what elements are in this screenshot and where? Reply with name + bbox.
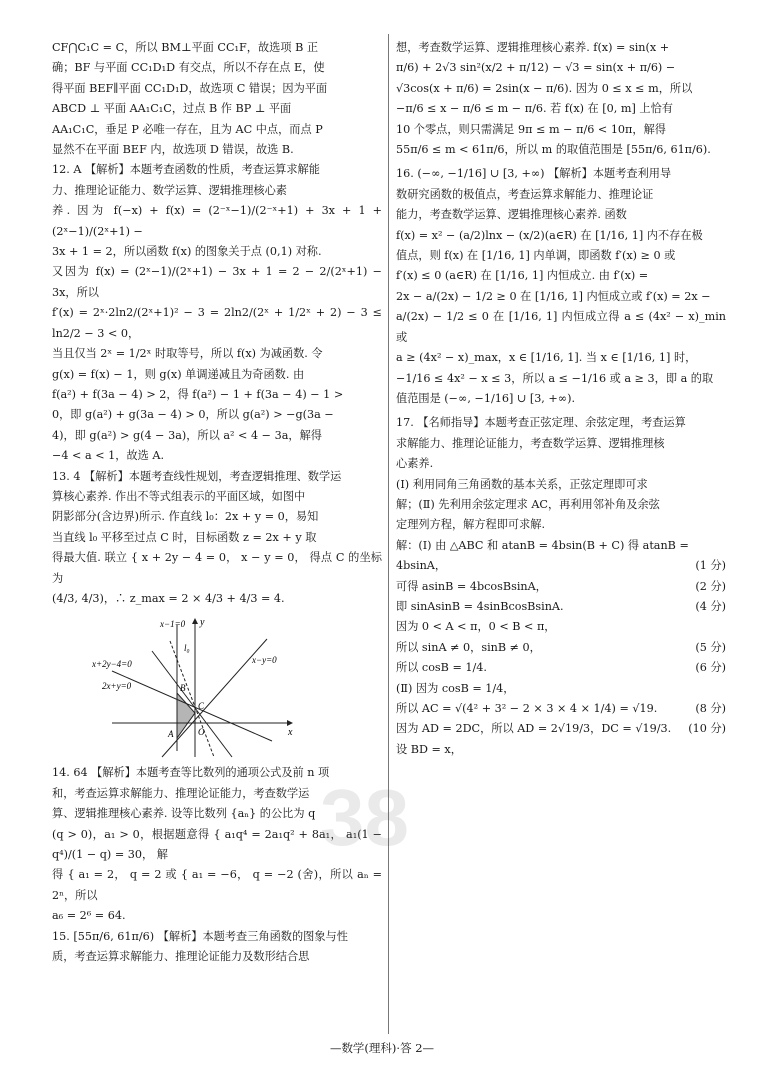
solution-step: 所以 cosB = 1/4. [396,661,487,675]
text-line: 想，考查数学运算、逻辑推理核心素养. f(x) = sin(x + [396,41,670,54]
solution-row [396,638,726,658]
solution-step: 所以 sinA ≠ 0，sinB ≠ 0， [396,640,541,654]
text-line: 当直线 l₀ 平移至过点 C 时，目标函数 z = 2x + y 取 [52,530,317,544]
q17-answer [396,413,726,760]
text-line: f(a²) + f(3a − 4) > 2，得 f(a²) − 1 + f(3a − 4) − 1 > [52,387,344,401]
text-line: 质，考查运算求解能力、推理论证能力及数形结合思 [52,950,310,964]
q14-heading: 14. 64 【解析】本题考查等比数列的通项公式及前 n 项 [52,766,330,780]
score-mark: (10 分) [688,722,726,736]
text-line: 55π/6 ≤ m < 61π/6，所以 m 的取值范围是 [55π/6, 61π/6). [396,143,711,157]
text-line: 数研究函数的极值点，考查运算求解能力、推理论证 [396,187,654,201]
score-mark: (6 分) [695,661,726,675]
label-x1: x−1=0 [160,619,186,630]
solution-row [396,617,726,637]
text-line: 4)，即 g(a²) > g(4 − 3a)，所以 a² < 4 − 3a，解得 [52,428,322,442]
text-line: 又因为 f(x) = (2ˣ−1)/(2ˣ+1) − 3x + 1 = 2 − 2/(2ˣ+1) − 3x，所以 [52,265,382,299]
text-line: f(x) = x² − (a/2)lnx − (x/2)(a∈R) 在 [1/16, 1] 内不存在极 [396,228,703,242]
text-line: AA₁C₁C，垂足 P 必唯一存在，且为 AC 中点，而点 P [52,122,323,136]
text-line: 算核心素养. 作出不等式组表示的平面区域，如图中 [52,489,306,503]
label-y: y [200,617,205,629]
q13-heading: 13. 4 【解析】本题考查线性规划，考查逻辑推理、数学运 [52,469,342,483]
label-O: O [198,727,205,738]
solution-row [396,699,726,719]
score-mark: (4 分) [695,599,726,613]
text-line: √3cos(x + π/6) = 2sin(x − π/6). 因为 0 ≤ x ≤ m，所以 [396,81,693,95]
solution-step: 设 BD = x， [396,742,462,756]
q12-answer [52,160,382,466]
text-line: (q > 0)，a₁ > 0，根据题意得 { a₁q⁴ = 2a₁q² + 8a₁， a₁(1 − q⁴)/(1 − q) = 30， 解 [52,827,382,861]
text-line: 算、逻辑推理核心素养. 设等比数列 {aₙ} 的公比为 q [52,807,316,821]
q15-continuation [396,38,726,160]
text-line: 值范围是 (−∞, −1/16] ∪ [3, +∞). [396,391,576,405]
solution-step: 即 sinAsinB = 4sinBcosBsinA. [396,599,564,613]
text-line: 求解能力、推理论证能力，考查数学运算、逻辑推理核 [396,436,665,450]
watermark-text: 38 [320,773,409,860]
text-line: a ≥ (4x² − x)_max，x ∈ [1/16, 1]. 当 x ∈ [1/16, 1] 时， [396,351,697,365]
text-line: 得最大值. 联立 { x + 2y − 4 = 0， x − y = 0， 得点 C 的坐标为 [52,551,382,585]
q15-heading: 15. [55π/6, 61π/6) 【解析】本题考查三角函数的图象与性 [52,929,348,943]
page-footer: —数学(理科)·答 2— [329,1041,435,1055]
text-line: 力、推理论证能力、数学运算、逻辑推理核心素 [52,183,287,197]
text-line: (Ⅰ) 利用同角三角函数的基本关系，正弦定理即可求 [396,477,648,491]
solution-row [396,597,726,617]
text-line: π/6) + 2√3 sin²(x/2 + π/12) − √3 = sin(x + π/6) − [396,61,676,75]
q17-heading: 17. 【名师指导】本题考查正弦定理、余弦定理，考查运算 [396,416,686,430]
solution-step: 因为 0 < A < π，0 < B < π， [396,620,556,634]
text-line: −4 < a < 1，故选 A. [52,449,165,463]
solution-row [396,536,726,556]
text-line: ABCD ⊥ 平面 AA₁C₁C，过点 B 作 BP ⊥ 平面 [52,102,292,116]
label-l0: l₀ [184,643,190,654]
text-line: 当且仅当 2ˣ = 1/2ˣ 时取等号，所以 f(x) 为减函数. 令 [52,347,323,361]
score-mark: (5 分) [695,640,726,654]
solution-row [396,679,726,699]
solution-step: 4bsinA， [396,559,447,573]
solution-row [396,658,726,678]
label-B: B [180,683,186,694]
q15-answer [52,927,382,968]
q13-answer [52,467,382,610]
text-line: 10 个零点，则只需满足 9π ≤ m − π/6 < 10π，解得 [396,122,666,136]
text-line: g(x) = f(x) − 1，则 g(x) 单调递减且为奇函数. 由 [52,367,305,381]
text-line: −π/6 ≤ x − π/6 ≤ m − π/6. 若 f(x) 在 [0, m] 上恰有 [396,102,673,116]
solution-step: (Ⅱ) 因为 cosB = 1/4， [396,681,515,695]
q16-answer [396,164,726,409]
solution-row [396,740,726,760]
text-line: 阴影部分(含边界)所示. 作直线 l₀：2x + y = 0，易知 [52,510,319,524]
text-line: 3x + 1 = 2，所以函数 f(x) 的图象关于点 (0,1) 对称. [52,245,322,259]
text-line: 定理列方程，解方程即可求解. [396,518,545,532]
text-line: 0，即 g(a²) + g(3a − 4) > 0，所以 g(a²) > −g(3a − [52,408,334,422]
text-line: 显然不在平面 BEF 内，故选项 D 错误，故选 B. [52,143,294,157]
solution-step: 可得 asinB = 4bcosBsinA， [396,579,547,593]
line-x-plus-2y [112,671,272,741]
right-column [396,38,726,760]
q11-continuation [52,38,382,160]
score-mark: (2 分) [695,579,726,593]
label-A: A [168,729,174,740]
text-line: 心素养. [396,457,434,471]
text-line: 解；(Ⅱ) 先利用余弦定理求 AC，再利用邻补角及余弦 [396,497,660,511]
line-2x-plus-y [152,651,232,757]
q12-heading: 12. A 【解析】本题考查函数的性质，考查运算求解能 [52,163,320,177]
text-line: 能力，考查数学运算、逻辑推理核心素养. 函数 [396,208,627,222]
solution-row [396,556,726,576]
text-line: 值点，则 f(x) 在 [1/16, 1] 内单调，即函数 f′(x) ≥ 0 或 [396,249,676,263]
text-line: (4/3, 4/3)，∴ z_max = 2 × 4/3 + 4/3 = 4. [52,591,285,605]
text-line: 得平面 BEF∥平面 CC₁D₁D，故选项 C 错误；因为平面 [52,81,328,95]
solution-step: 因为 AD = 2DC，所以 AD = 2√19/3，DC = √19/3. [396,722,672,736]
text-line: a/(2x) − 1/2 ≤ 0 在 [1/16, 1] 内恒成立得 a ≤ (4x² − x)_min 或 [396,310,726,344]
text-line: 和，考查运算求解能力、推理论证能力，考查数学运 [52,786,310,800]
solution-step: 所以 AC = √(4² + 3² − 2 × 3 × 4 × 1/4) = √19. [396,702,658,715]
label-C: C [198,701,205,712]
watermark-logo [300,770,450,860]
text-line: 确；BF 与平面 CC₁D₁D 有交点，所以不存在点 E，使 [52,61,325,75]
text-line: 2x − a/(2x) − 1/2 ≥ 0 在 [1/16, 1] 内恒成立或 f′(x) = 2x − [396,289,711,303]
label-xy: x−y=0 [252,655,277,666]
text-line: a₆ = 2⁶ = 64. [52,909,126,923]
text-line: 养. 因为 f(−x) + f(x) = (2⁻ˣ−1)/(2⁻ˣ+1) + 3x + 1 + (2ˣ−1)/(2ˣ+1) − [52,204,382,238]
text-line: f′(x) ≤ 0 (a∈R) 在 [1/16, 1] 内恒成立. 由 f′(x) = [396,269,649,283]
solution-row [396,577,726,597]
column-divider [388,34,389,1034]
text-line: CF⋂C₁C = C，所以 BM⊥平面 CC₁F，故选项 B 正 [52,41,319,54]
q16-heading: 16. (−∞, −1/16] ∪ [3, +∞) 【解析】本题考查利用导 [396,167,672,181]
text-line: f′(x) = 2ˣ·2ln2/(2ˣ+1)² − 3 = 2ln2/(2ˣ + 1/2ˣ + 2) − 3 ≤ ln2/2 − 3 < 0， [52,306,382,340]
solution-step: 解：(Ⅰ) 由 △ABC 和 atanB = 4bsin(B + C) 得 atanB = [396,538,689,552]
text-line: −1/16 ≤ 4x² − x ≤ 3，所以 a ≤ −1/16 或 a ≥ 3，即 a 的取 [396,371,714,385]
solution-row [396,719,726,739]
score-mark: (1 分) [695,559,726,573]
text-line: 得 { a₁ = 2， q = 2 或 { a₁ = −6， q = −2 (舍)，所以 aₙ = 2ⁿ，所以 [52,868,382,902]
label-x: x [288,727,293,739]
label-line1: x+2y−4=0 [92,659,132,670]
linear-programming-graph [92,611,322,759]
score-mark: (8 分) [695,702,726,715]
label-line2: 2x+y=0 [102,681,132,692]
